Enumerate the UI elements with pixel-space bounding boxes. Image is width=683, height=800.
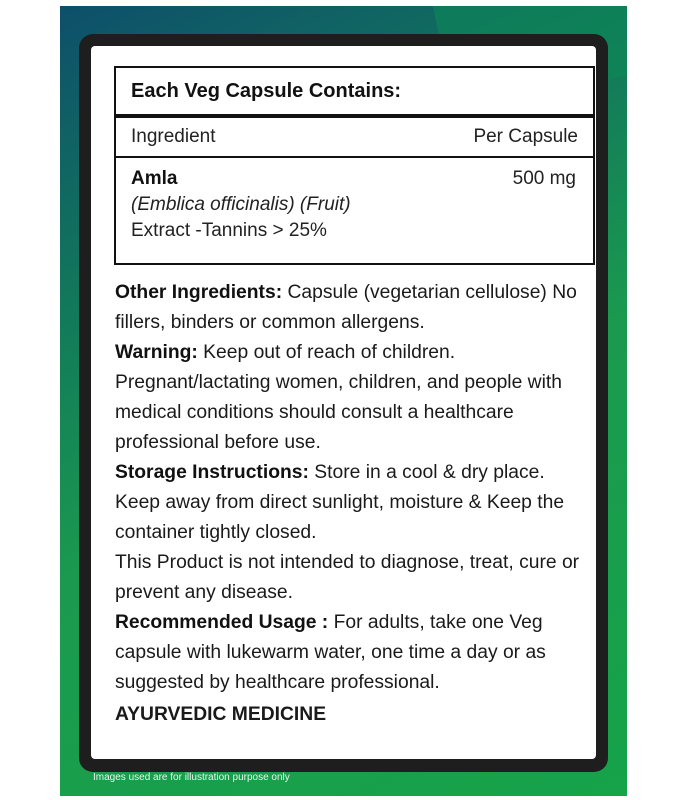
composition-row bbox=[116, 158, 593, 244]
other-ingredients bbox=[115, 278, 593, 338]
warning-label: Warning: bbox=[115, 342, 198, 363]
storage-label: Storage Instructions: bbox=[115, 462, 309, 483]
warning bbox=[115, 338, 593, 458]
ingredient-name: Amla bbox=[131, 168, 178, 189]
warning-text: Keep out of reach of children. Pregnant/lactating women, children, and people with medical conditions should consult a healthcare professional before use. bbox=[115, 342, 562, 453]
label-frame bbox=[79, 34, 608, 772]
usage-label: Recommended Usage : bbox=[115, 612, 329, 633]
label-background bbox=[60, 6, 627, 796]
other-ingredients-text: Capsule (vegetarian cellulose) No fillers, binders or common allergens. bbox=[115, 282, 577, 333]
usage-text: For adults, take one Veg capsule with lukewarm water, one time a day or as suggested by healthcare professional. bbox=[115, 612, 546, 693]
footer-disclaimer: Images used are for illustration purpose only bbox=[93, 772, 290, 783]
header-per-capsule: Per Capsule bbox=[473, 126, 578, 147]
other-ingredients-label: Other Ingredients: bbox=[115, 282, 283, 303]
label-body bbox=[115, 278, 593, 730]
composition-header bbox=[116, 118, 593, 158]
ayurvedic-medicine-label: AYURVEDIC MEDICINE bbox=[115, 704, 327, 725]
composition-title: Each Veg Capsule Contains: bbox=[116, 68, 593, 118]
disclaimer: This Product is not intended to diagnose, treat, cure or prevent any disease. bbox=[115, 552, 580, 603]
storage-instructions bbox=[115, 458, 593, 548]
recommended-usage bbox=[115, 608, 593, 698]
composition-table bbox=[114, 66, 595, 265]
ingredient-extract: Extract -Tannins > 25% bbox=[131, 220, 327, 241]
header-ingredient: Ingredient bbox=[131, 126, 216, 147]
label-panel bbox=[91, 46, 596, 759]
ingredient-amount: 500 mg bbox=[512, 168, 576, 189]
ingredient-latin-name: (Emblica officinalis) (Fruit) bbox=[131, 194, 351, 215]
storage-text: Store in a cool & dry place. Keep away from direct sunlight, moisture & Keep the container tightly closed. bbox=[115, 462, 565, 543]
